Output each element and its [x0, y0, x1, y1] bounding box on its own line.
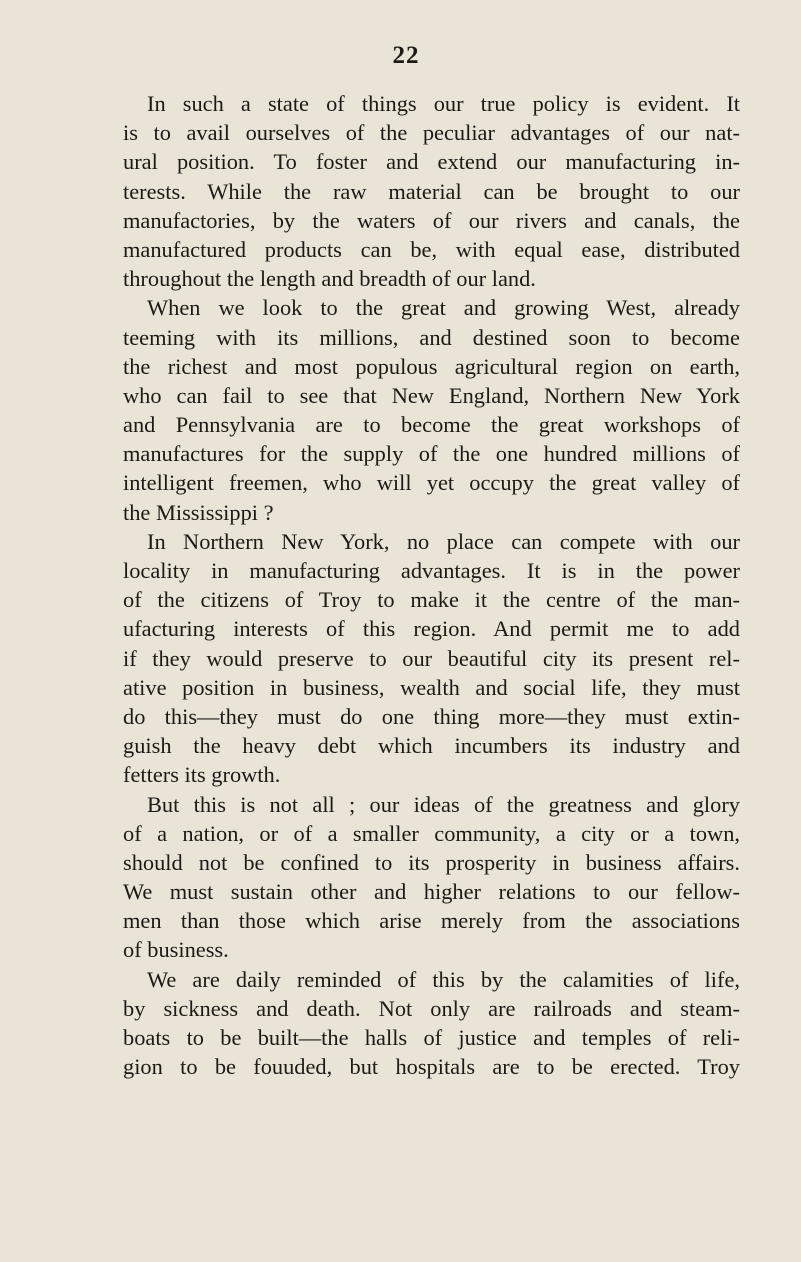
- text-line: should not be confined to its prosperity in business affairs.: [123, 849, 740, 875]
- text-line: and Pennsylvania are to become the great workshops of: [123, 412, 740, 438]
- text-line: In Northern New York, no place can compete with our: [147, 528, 740, 554]
- text-line: the richest and most populous agricultural region on earth,: [123, 353, 740, 379]
- text-line: of the citizens of Troy to make it the centre of the man-: [123, 587, 740, 613]
- text-line: When we look to the great and growing West, already: [147, 295, 740, 321]
- text-line: intelligent freemen, who will yet occupy the great valley of: [123, 470, 740, 496]
- text-line: men than those which arise merely from the associations: [123, 908, 740, 934]
- text-line: boats to be built—the halls of justice and temples of reli-: [123, 1025, 740, 1050]
- text-line: of a nation, or of a smaller community, a city or a town,: [123, 820, 740, 846]
- text-line: guish the heavy debt which incumbers its industry and: [123, 733, 740, 759]
- text-line: ural position. To foster and extend our manufacturing in-: [123, 149, 740, 175]
- text-line: In such a state of things our true policy is evident. It: [147, 91, 740, 116]
- text-line: if they would preserve to our beautiful city its present rel-: [123, 645, 740, 671]
- text-line: ufacturing interests of this region. And permit me to add: [123, 616, 740, 642]
- text-line: gion to be fouuded, but hospitals are to be erected. Troy: [123, 1054, 740, 1080]
- text-line: the Mississippi ?: [123, 499, 274, 525]
- text-line: throughout the length and breadth of our land.: [123, 266, 536, 292]
- text-line: of business.: [123, 937, 229, 963]
- text-line: manufactured products can be, with equal ease, distributed: [123, 236, 740, 262]
- text-body: [123, 89, 740, 1081]
- text-line: manufactures for the supply of the one hundred millions of: [123, 441, 740, 467]
- text-line: is to avail ourselves of the peculiar advantages of our nat-: [123, 120, 740, 146]
- text-line: We must sustain other and higher relations to our fellow-: [123, 879, 740, 905]
- text-line: do this—they must do one thing more—they must extin-: [123, 703, 740, 729]
- text-line: manufactories, by the waters of our rivers and canals, the: [123, 207, 740, 233]
- text-line: fetters its growth.: [123, 762, 281, 788]
- text-line: terests. While the raw material can be brought to our: [123, 178, 740, 204]
- text-line: But this is not all ; our ideas of the greatness and glory: [147, 791, 740, 817]
- text-line: by sickness and death. Not only are railroads and steam-: [123, 995, 740, 1021]
- text-line: locality in manufacturing advantages. It is in the power: [123, 558, 740, 583]
- text-line: ative position in business, wealth and social life, they must: [123, 674, 740, 700]
- text-line: teeming with its millions, and destined soon to become: [123, 324, 740, 350]
- page-number: 22: [392, 42, 420, 69]
- text-line: We are daily reminded of this by the calamities of life,: [147, 966, 740, 992]
- text-line: who can fail to see that New England, Northern New York: [123, 382, 740, 408]
